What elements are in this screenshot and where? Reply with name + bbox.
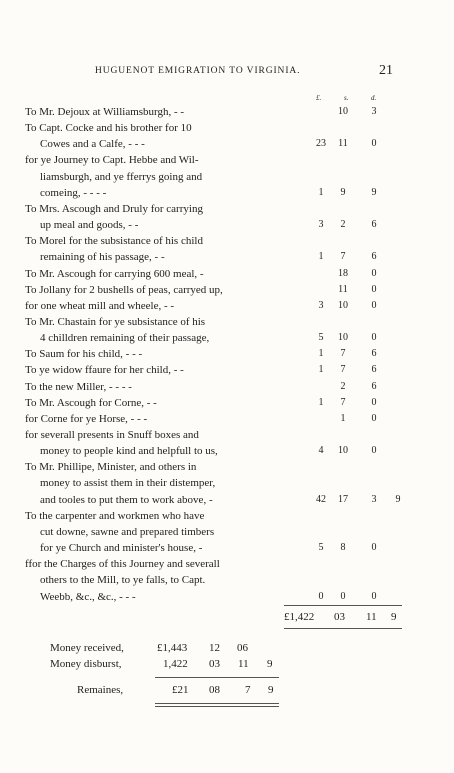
ledger-row [0,475,454,491]
entry-shillings: 10 [338,106,348,117]
entry-shillings: 2 [340,219,346,231]
entry-description: cut downe, sawne and prepared timbers [40,525,215,538]
entry-shillings: 2 [340,380,346,392]
total-pence: 11 [366,611,377,623]
ledger-row [0,104,454,120]
shillings-heading: s. [344,94,349,102]
entry-shillings: 0 [340,590,346,602]
entry-shillings: 10 [338,299,348,311]
page-number: 21 [379,63,393,78]
entry-shillings: 11 [338,138,348,150]
ledger-row [0,492,454,508]
total-rule [284,605,402,606]
entry-shillings: 7 [340,364,346,376]
ledger-row [0,411,454,427]
pounds-heading: £. [316,94,322,102]
entry-shillings: 11 [338,283,348,295]
balance-rule [155,677,279,678]
entry-description: To the new Miller, - - - - [25,380,132,393]
entry-pence: 6 [371,380,377,392]
entry-description: up meal and goods, - - [40,219,139,232]
disbursed-pence: 11 [238,658,249,670]
entry-shillings: 18 [338,267,348,279]
entry-pounds: 5 [318,542,324,554]
entry-description: ffor the Charges of this Journey and severall [25,558,220,571]
ledger-row [0,266,454,282]
entry-shillings: 9 [340,186,346,198]
entry-shillings: 7 [340,251,346,263]
ledger-row [0,249,454,265]
entry-pence: 0 [371,542,377,554]
column-headings [0,94,454,104]
ledger-row [0,443,454,459]
entry-pounds: 3 [318,219,324,231]
ledger-row [0,169,454,185]
received-label: Money received, [50,642,124,654]
ledger-row [0,185,454,201]
entry-pounds: 1 [318,251,324,263]
ledger-row [0,346,454,362]
total-pounds: £1,422 [284,611,315,623]
entry-pence: 0 [371,283,377,295]
entry-pence: 0 [371,138,377,150]
entry-pence: 0 [371,590,377,602]
entry-description: To Mr. Ascough for carrying 600 meal, - [25,267,204,280]
entry-pounds: 42 [316,493,326,505]
total-farthings: 9 [391,611,397,623]
entry-description: others to the Mill, to ye falls, to Capt. [40,574,206,587]
disbursed-shillings: 03 [209,658,220,670]
entry-pence: 0 [371,445,377,457]
entry-description: for ye Church and minister's house, - [40,542,203,555]
entry-description: 4 chilldren remaining of their passage, [40,332,210,345]
entry-description: for ye Journey to Capt. Hebbe and Wil- [25,154,199,167]
remaines-pence: 7 [245,684,251,696]
ledger-row [0,152,454,168]
total-underline [284,628,402,629]
entry-pounds: 0 [318,590,324,602]
entry-description: for Corne for ye Horse, - - - [25,412,148,425]
entry-description: To ye widow ffaure for her child, - - [25,364,184,377]
ledger-row [0,427,454,443]
disbursed-pounds: 1,422 [163,658,188,670]
remaines-shillings: 08 [209,684,220,696]
ledger-row [0,362,454,378]
ledger-row [0,459,454,475]
entry-shillings: 17 [338,493,348,505]
entry-description: for severall presents in Snuff boxes and [25,429,199,441]
entry-description: Cowes and a Calfe, - - - [40,138,145,151]
entry-pence: 0 [371,396,377,408]
received-shillings: 12 [209,642,220,654]
entry-pence: 6 [371,251,377,263]
ledger-row [0,589,454,605]
entry-description: Weebb, &c., &c., - - - [40,590,136,603]
entry-pounds: 5 [318,332,324,344]
entry-farthings: 9 [395,493,401,505]
entry-shillings: 7 [340,396,346,408]
entry-description: remaining of his passage, - - [40,251,165,264]
entry-pounds: 1 [318,364,324,376]
remaines-label: Remaines, [77,684,124,696]
entry-pounds: 1 [318,348,324,360]
entry-shillings: 7 [340,348,346,360]
entry-shillings: 8 [340,542,346,554]
entry-description: comeing, - - - - [40,186,107,199]
entry-shillings: 1 [340,412,346,424]
entry-description: To Mr. Phillipe, Minister, and others in [25,461,197,474]
entry-pence: 3 [371,493,377,505]
entry-pence: 6 [371,364,377,376]
entry-description: To Mr. Ascough for Corne, - - [25,396,157,409]
remaines-pounds: £21 [172,684,189,696]
ledger-row [0,379,454,395]
entry-pounds: 1 [318,186,324,198]
entry-pence: 0 [371,299,377,311]
entry-pence: 0 [371,332,377,344]
ledger-row [0,395,454,411]
running-head: HUGUENOT EMIGRATION TO VIRGINIA. [95,66,301,76]
entry-pence: 0 [371,267,377,279]
entry-pounds: 23 [316,138,326,150]
ledger-row [0,330,454,346]
remaines-row [0,681,454,699]
entry-description: To Mrs. Ascough and Druly for carrying [25,202,203,215]
ledger-row [0,120,454,136]
entry-pence: 9 [371,186,377,198]
entry-pounds: 4 [318,445,324,457]
ledger-row [0,282,454,298]
received-pounds: £1,443 [157,642,188,654]
entry-pence: 6 [371,348,377,360]
entry-description: money to assist them in their distemper, [40,477,216,490]
ledger-row [0,556,454,572]
remaines-farthings: 9 [268,684,274,696]
money-disbursed-row [0,655,454,673]
entry-shillings: 10 [338,332,348,344]
ledger-row [0,524,454,540]
ledger-row [0,540,454,556]
ledger-row [0,572,454,588]
grand-total-row [0,608,454,626]
ledger-row [0,314,454,330]
entry-shillings: 10 [338,445,348,457]
entry-description: and tooles to put them to work above, - [40,493,213,506]
entry-description: To Mr. Dejoux at Williamsburgh, - - [25,106,185,118]
entry-description: liamsburgh, and ye fferrys going and [40,170,203,183]
entry-pence: 0 [371,412,377,424]
entry-description: for one wheat mill and wheele, - - [25,299,175,312]
entry-description: To Capt. Cocke and his brother for 10 [25,122,192,135]
received-pence: 06 [237,642,248,654]
balance-double-underline [155,706,279,707]
total-shillings: 03 [334,611,345,623]
entry-pence: 3 [371,106,377,117]
disbursed-farthings: 9 [267,658,273,670]
ledger-row [0,217,454,233]
entry-description: To the carpenter and workmen who have [25,509,205,522]
pence-heading: d. [371,94,377,102]
entry-description: money to people kind and helpfull to us, [40,445,218,458]
entry-pounds: 1 [318,396,324,408]
entry-description: To Mr. Chastain for ye subsistance of his [25,315,206,328]
ledger-row [0,508,454,524]
ledger-row [0,233,454,249]
entry-description: To Saum for his child, - - - [25,348,143,361]
balance-underline [155,703,279,704]
ledger-row [0,298,454,314]
entry-description: To Jollany for 2 bushells of peas, carryed up, [25,283,223,296]
entry-pounds: 3 [318,299,324,311]
entry-pence: 6 [371,219,377,231]
disbursed-label: Money disburst, [50,658,122,670]
ledger-row [0,136,454,152]
entry-description: To Morel for the subsistance of his child [25,235,203,248]
page-header [0,63,454,82]
ledger-row [0,201,454,217]
